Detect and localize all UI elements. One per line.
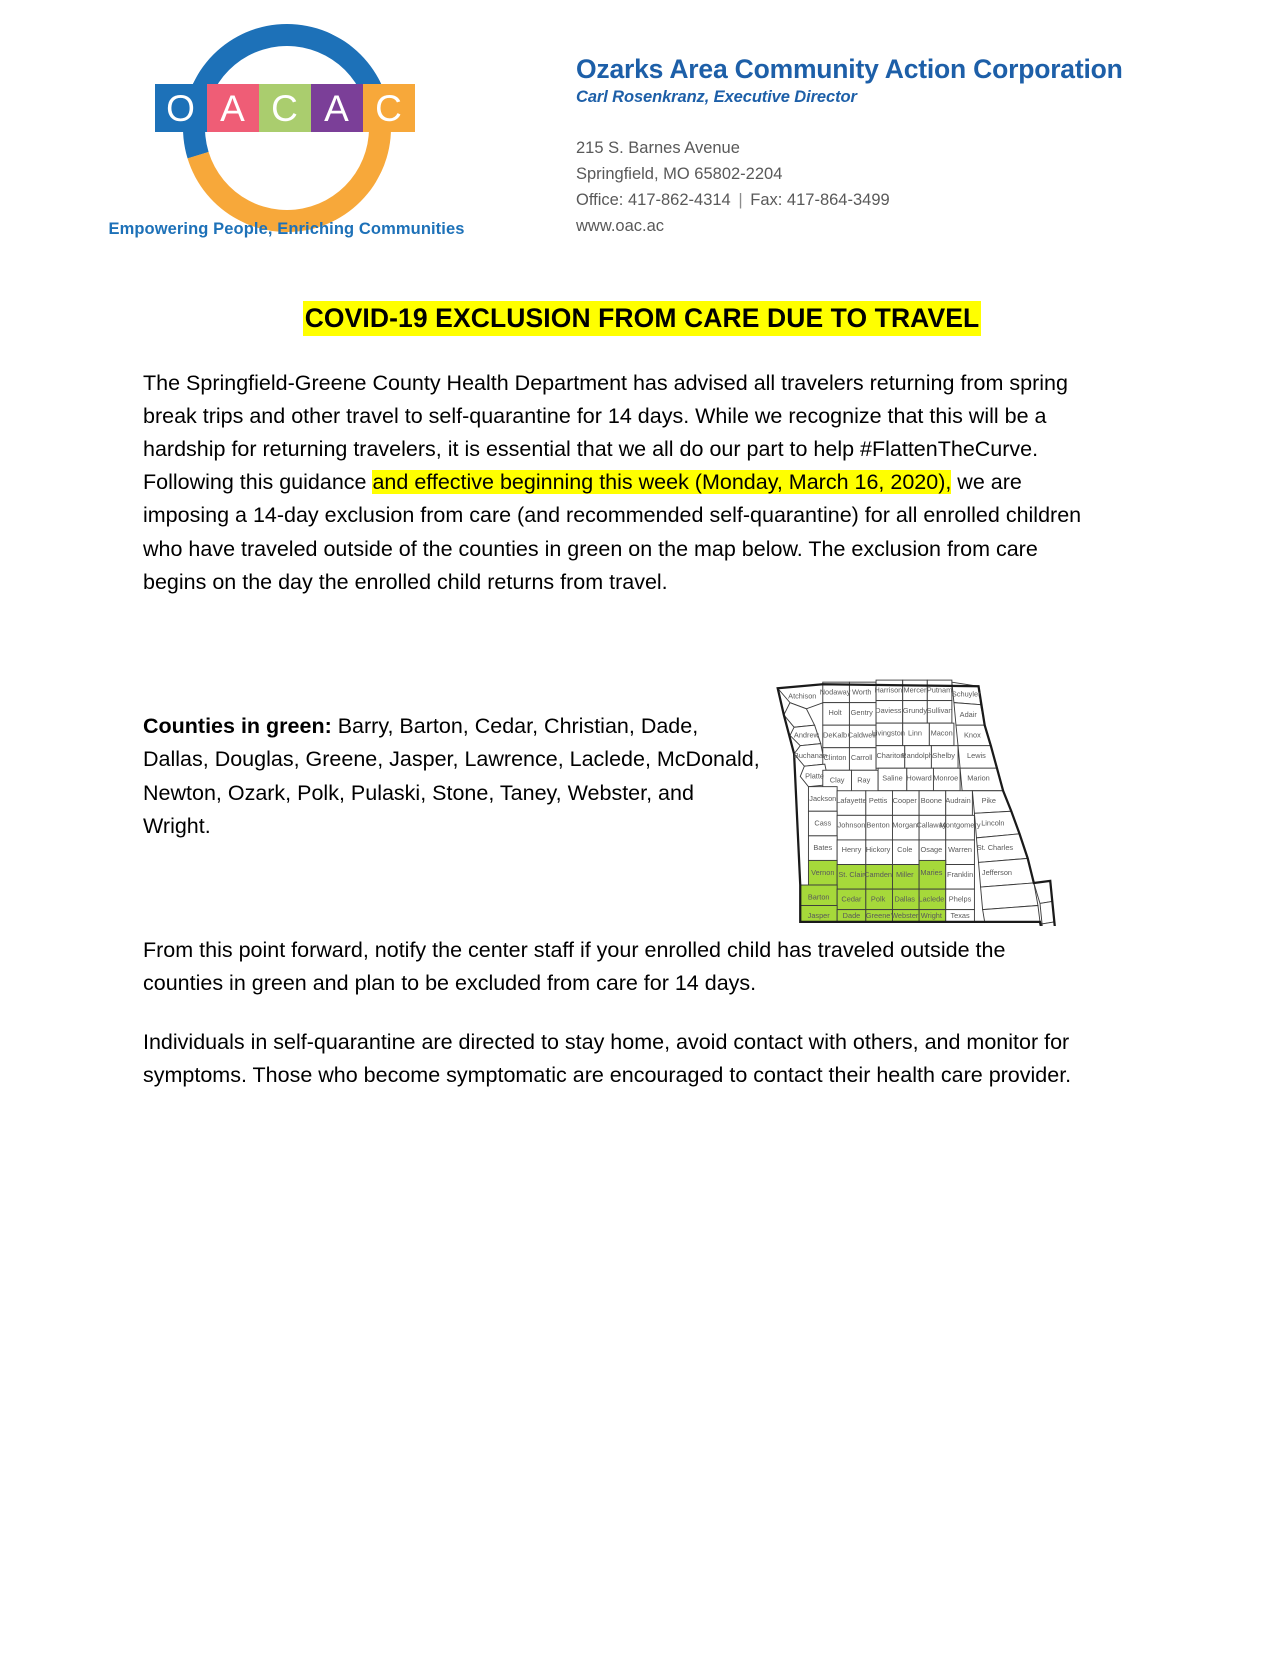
svg-text:Andrew: Andrew: [793, 730, 819, 740]
svg-text:Phelps: Phelps: [948, 894, 972, 904]
logo-tile-c-1: C: [259, 84, 311, 132]
organization-info: [576, 54, 1216, 240]
svg-text:Putnam: Putnam: [926, 685, 953, 695]
svg-text:Miller: Miller: [895, 869, 914, 879]
svg-text:Daviess: Daviess: [875, 705, 902, 715]
svg-text:Dade: Dade: [842, 910, 861, 920]
svg-text:Lafayette: Lafayette: [836, 796, 867, 806]
self-quarantine-paragraph: Individuals in self-quarantine are directed to stay home, avoid contact with others, and monitor for symptoms. Those who become symptomatic are encouraged to contact their health care provider.: [143, 1030, 1072, 1088]
website-url: www.oac.ac: [576, 217, 665, 236]
phone-fax-line: [576, 187, 1216, 213]
svg-text:Franklin: Franklin: [946, 869, 974, 879]
svg-text:Worth: Worth: [851, 687, 872, 697]
executive-director: Carl Rosenkranz, Executive Director: [576, 88, 857, 107]
svg-text:Knox: Knox: [963, 730, 981, 740]
map-county-shapes: [778, 680, 1057, 926]
svg-text:Webster: Webster: [891, 910, 919, 920]
intro-part-1: The Springfield-Greene County Health Department has advised all travelers returning from spring break trips and other travel to self-quarantine for 14 days. While we recognize that this will be a hardship for returning travelers, it is essential that we all do our part to help #FlattenTheCurve. Following this guidance: [143, 371, 1068, 495]
svg-text:St. Clair: St. Clair: [838, 869, 865, 879]
logo-letter-tiles: [155, 84, 415, 132]
svg-text:Cass: Cass: [814, 818, 832, 828]
address-street: 215 S. Barnes Avenue: [576, 139, 740, 158]
intro-highlighted-text: and effective beginning this week (Monday, March 16, 2020),: [372, 470, 952, 495]
svg-text:Pike: Pike: [981, 796, 996, 806]
svg-text:Callaway: Callaway: [916, 820, 947, 830]
svg-text:Wright: Wright: [920, 910, 942, 920]
svg-text:Shelby: Shelby: [932, 750, 955, 760]
svg-text:Nodaway: Nodaway: [819, 687, 851, 697]
svg-text:Osage: Osage: [920, 845, 943, 855]
address-city-state-zip: Springfield, MO 65802-2204: [576, 165, 783, 184]
svg-text:Cedar: Cedar: [841, 894, 862, 904]
svg-text:Chariton: Chariton: [876, 750, 905, 760]
svg-text:Harrison: Harrison: [874, 685, 903, 695]
notify-center-paragraph: From this point forward, notify the center staff if your enrolled child has traveled outside the counties in green and plan to be excluded from care for 14 days.: [143, 938, 1006, 996]
svg-text:Randolph: Randolph: [901, 750, 933, 760]
logo-tagline: Empowering People, Enriching Communities: [108, 220, 465, 238]
svg-text:Carroll: Carroll: [850, 753, 873, 763]
svg-text:DeKalb: DeKalb: [823, 730, 848, 740]
counties-label: Counties in green:: [143, 714, 332, 738]
intro-part-2: we are imposing a 14-day exclusion from care (and recommended self-quarantine) for all enrolled children who have traveled outside of the counties in green on the map below. The exclusion from care begins on the day the enrolled child returns from travel.: [143, 470, 1082, 594]
svg-text:Greene: Greene: [865, 910, 891, 920]
svg-text:Vernon: Vernon: [811, 867, 835, 877]
svg-text:Pettis: Pettis: [868, 796, 888, 806]
svg-text:Jefferson: Jefferson: [981, 867, 1013, 877]
svg-text:Hickory: Hickory: [865, 845, 891, 855]
office-phone-number: 417-862-4314: [627, 191, 731, 210]
svg-text:Maries: Maries: [920, 867, 943, 877]
oacac-logo: [104, 14, 469, 254]
missouri-map-svg: [760, 676, 1070, 926]
svg-text:St. Charles: St. Charles: [976, 843, 1014, 853]
fax-label: Fax:: [750, 191, 783, 210]
svg-text:Bates: Bates: [813, 843, 833, 853]
svg-text:Saline: Saline: [882, 773, 903, 783]
organization-name: Ozarks Area Community Action Corporation: [576, 54, 1123, 84]
counties-list: Barry, Barton, Cedar, Christian, Dade, Dallas, Douglas, Greene, Jasper, Lawrence, Laclede, McDonald, Newton, Ozark, Polk, Pulaski, Stone, Taney, Webster, and Wright.: [143, 714, 760, 838]
logo-mark: [137, 14, 437, 214]
svg-text:Barton: Barton: [807, 892, 830, 902]
svg-text:Audrain: Audrain: [945, 796, 971, 806]
svg-text:Buchanan: Buchanan: [793, 750, 828, 760]
counties-in-green-block: [143, 710, 763, 843]
svg-text:Grundy: Grundy: [902, 705, 928, 715]
svg-text:Platte: Platte: [805, 771, 825, 781]
svg-text:Livingston: Livingston: [871, 728, 905, 738]
svg-text:Monroe: Monroe: [933, 773, 959, 783]
svg-text:Morgan: Morgan: [892, 820, 918, 830]
svg-text:Macon: Macon: [930, 728, 953, 738]
svg-text:Clinton: Clinton: [823, 753, 847, 763]
svg-text:Camden: Camden: [864, 869, 893, 879]
svg-text:Jasper: Jasper: [807, 910, 830, 920]
svg-text:Atchison: Atchison: [788, 691, 817, 701]
svg-text:Mercer: Mercer: [903, 685, 927, 695]
logo-tile-a-2: A: [311, 84, 363, 132]
svg-text:Clay: Clay: [829, 775, 845, 785]
page-title: [0, 302, 1284, 335]
svg-text:Howard: Howard: [906, 773, 932, 783]
svg-text:Holt: Holt: [828, 707, 842, 717]
svg-text:Caldwell: Caldwell: [847, 730, 876, 740]
svg-text:Jackson: Jackson: [809, 794, 837, 803]
svg-text:Laclede: Laclede: [918, 894, 945, 904]
logo-tile-o-1: O: [155, 84, 207, 132]
contact-separator: |: [738, 191, 743, 210]
page-title-text: COVID-19 EXCLUSION FROM CARE DUE TO TRAVEL: [303, 301, 982, 336]
svg-text:Gentry: Gentry: [850, 707, 873, 717]
svg-text:Ray: Ray: [857, 775, 871, 785]
svg-text:Boone: Boone: [920, 796, 943, 806]
contact-address: [576, 135, 1216, 239]
svg-text:Cooper: Cooper: [892, 796, 917, 806]
svg-text:Polk: Polk: [870, 894, 886, 904]
svg-text:Texas: Texas: [950, 910, 970, 920]
svg-text:Montgomery: Montgomery: [939, 820, 981, 830]
svg-text:Schuyler: Schuyler: [951, 689, 981, 699]
office-phone-label: Office:: [576, 191, 624, 210]
svg-text:Sullivan: Sullivan: [926, 705, 953, 715]
letterhead: [0, 0, 1284, 265]
svg-text:Cole: Cole: [897, 845, 913, 855]
svg-text:Marion: Marion: [967, 773, 990, 783]
logo-tile-c-2: C: [363, 84, 415, 132]
svg-text:Linn: Linn: [908, 728, 922, 738]
svg-text:Adair: Adair: [959, 709, 977, 719]
fax-number: 417-864-3499: [786, 191, 890, 210]
svg-text:Dallas: Dallas: [894, 894, 915, 904]
svg-text:Benton: Benton: [866, 820, 890, 830]
svg-text:Henry: Henry: [841, 845, 862, 855]
intro-paragraph: [143, 367, 1083, 599]
svg-text:Warren: Warren: [948, 845, 973, 855]
missouri-county-map: [760, 676, 1070, 926]
logo-tile-a-1: A: [207, 84, 259, 132]
svg-text:Lincoln: Lincoln: [981, 818, 1005, 828]
svg-text:Lewis: Lewis: [967, 750, 986, 760]
svg-text:Johnson: Johnson: [837, 820, 866, 830]
